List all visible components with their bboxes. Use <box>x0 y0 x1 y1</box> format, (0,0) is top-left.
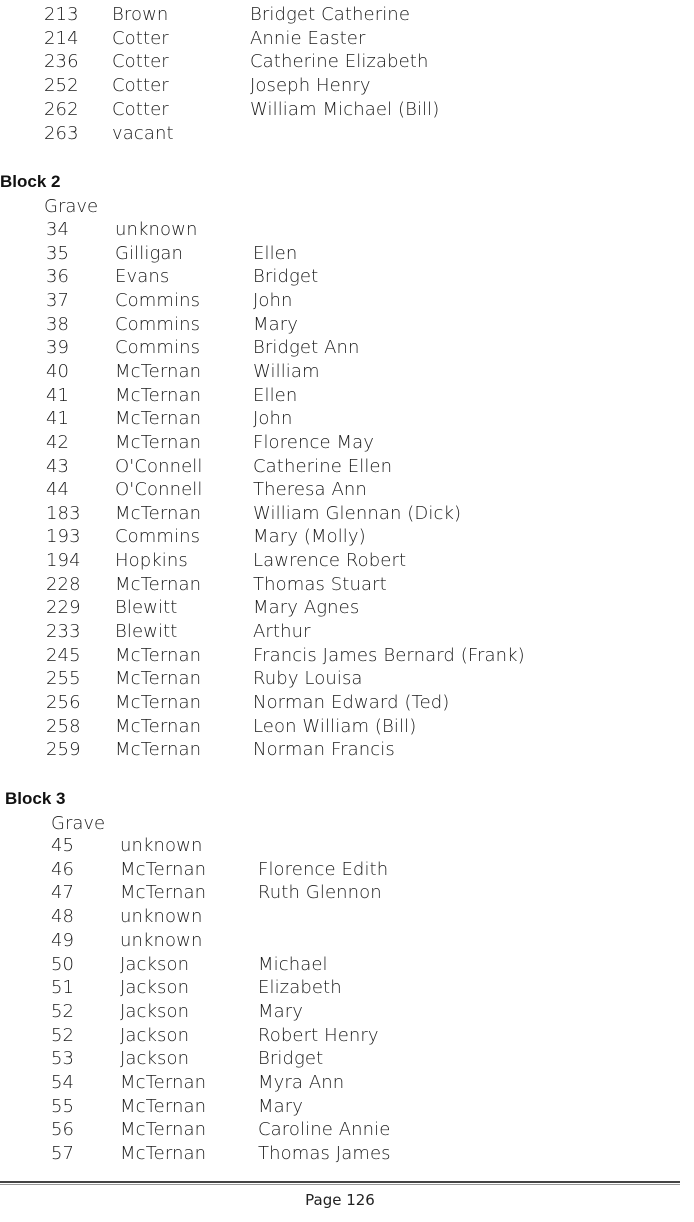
block-2-title: Block 2 <box>0 172 61 191</box>
surname: Jackson <box>120 1000 190 1022</box>
table-row <box>0 834 680 858</box>
given-names: William <box>253 360 320 382</box>
grave-number: 255 <box>46 668 81 690</box>
grave-number: 42 <box>46 431 70 453</box>
given-names: Mary <box>258 1095 304 1117</box>
grave-number: 259 <box>46 739 81 761</box>
given-names: Bridget <box>253 266 319 288</box>
given-names: Leon William (Bill) <box>253 715 417 737</box>
given-names: Bridget <box>258 1048 324 1070</box>
grave-number: 45 <box>51 835 75 856</box>
surname: Hopkins <box>115 550 188 572</box>
table-row <box>0 1095 680 1119</box>
given-names: Mary <box>258 1000 304 1022</box>
table-row <box>0 27 680 51</box>
given-names: Francis James Bernard (Frank) <box>253 644 525 666</box>
grave-number: 236 <box>44 51 79 73</box>
page-number: Page 126 <box>305 1191 375 1209</box>
surname: Cotter <box>112 27 169 49</box>
grave-number: 36 <box>46 266 70 288</box>
surname: Jackson <box>120 953 190 975</box>
table-row <box>0 455 680 479</box>
surname: McTernan <box>115 408 202 430</box>
table-row <box>0 218 680 242</box>
surname: Jackson <box>120 1024 190 1046</box>
given-names: Norman Edward (Ted) <box>253 692 450 713</box>
grave-number: 39 <box>46 337 70 359</box>
given-names: Theresa Ann <box>253 479 367 501</box>
given-names: Elizabeth <box>258 977 342 999</box>
table-row <box>0 953 680 977</box>
given-names: Annie Easter <box>250 27 366 49</box>
surname: Blewitt <box>115 621 178 643</box>
surname: unknown <box>115 219 198 240</box>
surname: McTernan <box>115 668 202 690</box>
given-names: Mary <box>253 313 299 335</box>
table-row <box>0 3 680 27</box>
grave-number: 52 <box>51 1000 75 1022</box>
table-row <box>0 360 680 384</box>
given-names: John <box>253 408 293 430</box>
grave-number: 34 <box>46 219 70 240</box>
block-3-title: Block 3 <box>5 789 66 808</box>
grave-number: 47 <box>51 882 75 904</box>
table-row <box>0 1118 680 1142</box>
table-row <box>0 407 680 431</box>
grave-number: 214 <box>44 27 79 49</box>
block-3-grave-label: Grave <box>51 813 106 834</box>
grave-number: 194 <box>46 550 81 572</box>
grave-number: 54 <box>51 1072 75 1093</box>
surname: O'Connell <box>115 479 203 501</box>
surname: McTernan <box>120 858 207 880</box>
table-row <box>0 122 680 146</box>
surname: McTernan <box>120 1072 207 1093</box>
grave-number: 229 <box>46 597 81 619</box>
given-names: Caroline Annie <box>258 1119 391 1141</box>
grave-number: 35 <box>46 242 70 264</box>
surname: McTernan <box>115 644 202 666</box>
table-row <box>0 525 680 549</box>
table-row <box>0 336 680 360</box>
surname: McTernan <box>115 739 202 761</box>
surname: Jackson <box>120 1048 190 1070</box>
table-row <box>0 1000 680 1024</box>
table-row <box>0 573 680 597</box>
surname: unknown <box>120 835 203 856</box>
surname: Commins <box>115 289 201 311</box>
given-names: Joseph Henry <box>250 75 371 97</box>
surname: vacant <box>112 122 174 144</box>
table-row <box>0 289 680 313</box>
grave-number: 263 <box>44 122 79 144</box>
surname: McTernan <box>120 1119 207 1141</box>
given-names: Bridget Ann <box>253 337 360 359</box>
surname: Cotter <box>112 51 169 73</box>
table-row <box>0 691 680 715</box>
table-row <box>0 1142 680 1166</box>
given-names: Ellen <box>253 384 298 406</box>
given-names: Ruby Louisa <box>253 668 363 690</box>
grave-number: 38 <box>46 313 70 335</box>
given-names: William Glennan (Dick) <box>253 502 462 524</box>
table-row <box>0 313 680 337</box>
grave-number: 213 <box>44 4 79 25</box>
grave-number: 233 <box>46 621 81 643</box>
surname: Cotter <box>112 98 169 120</box>
given-names: John <box>253 289 293 311</box>
grave-number: 53 <box>51 1048 75 1070</box>
grave-number: 40 <box>46 360 70 382</box>
given-names: Lawrence Robert <box>253 550 407 572</box>
table-row <box>0 242 680 266</box>
surname: Brown <box>112 4 169 25</box>
table-row <box>0 50 680 74</box>
given-names: Norman Francis <box>253 739 395 761</box>
surname: McTernan <box>115 573 202 595</box>
table-row <box>0 265 680 289</box>
grave-number: 193 <box>46 526 81 548</box>
surname: O'Connell <box>115 455 203 477</box>
grave-number: 228 <box>46 573 81 595</box>
surname: Cotter <box>112 75 169 97</box>
table-row <box>0 502 680 526</box>
table-row <box>0 976 680 1000</box>
surname: McTernan <box>115 502 202 524</box>
given-names: Bridget Catherine <box>250 4 410 25</box>
grave-number: 50 <box>51 953 75 975</box>
grave-number: 258 <box>46 715 81 737</box>
table-row <box>0 738 680 762</box>
given-names: Florence Edith <box>258 858 389 880</box>
given-names: Arthur <box>253 621 311 643</box>
block-2-grave-label: Grave <box>44 196 99 217</box>
grave-number: 57 <box>51 1143 75 1165</box>
grave-number: 262 <box>44 98 79 120</box>
grave-number: 52 <box>51 1024 75 1046</box>
given-names: Mary (Molly) <box>253 526 366 548</box>
footer-divider <box>0 1181 680 1183</box>
given-names: Ellen <box>253 242 298 264</box>
surname: Commins <box>115 337 201 359</box>
table-row <box>0 1071 680 1095</box>
given-names: Catherine Ellen <box>253 455 393 477</box>
grave-number: 51 <box>51 977 75 999</box>
table-row <box>0 98 680 122</box>
given-names: William Michael (Bill) <box>250 98 440 120</box>
surname: McTernan <box>115 360 202 382</box>
grave-number: 56 <box>51 1119 75 1141</box>
grave-number: 252 <box>44 75 79 97</box>
table-row <box>0 667 680 691</box>
grave-number: 46 <box>51 858 75 880</box>
grave-number: 43 <box>46 455 70 477</box>
table-row <box>0 596 680 620</box>
grave-number: 48 <box>51 906 75 928</box>
surname: Jackson <box>120 977 190 999</box>
table-row <box>0 74 680 98</box>
surname: Commins <box>115 526 201 548</box>
surname: Gilligan <box>115 242 183 264</box>
surname: Commins <box>115 313 201 335</box>
table-row <box>0 431 680 455</box>
table-row <box>0 1024 680 1048</box>
given-names: Ruth Glennon <box>258 882 382 904</box>
given-names: Catherine Elizabeth <box>250 51 429 73</box>
surname: Blewitt <box>115 597 178 619</box>
surname: unknown <box>120 929 203 951</box>
table-row <box>0 905 680 929</box>
grave-number: 183 <box>46 502 81 524</box>
surname: McTernan <box>115 715 202 737</box>
grave-number: 41 <box>46 384 70 406</box>
table-row <box>0 620 680 644</box>
table-row <box>0 384 680 408</box>
given-names: Michael <box>258 953 328 975</box>
table-row <box>0 929 680 953</box>
grave-number: 55 <box>51 1095 75 1117</box>
grave-number: 37 <box>46 289 70 311</box>
table-row <box>0 881 680 905</box>
given-names: Thomas James <box>258 1143 391 1165</box>
given-names: Robert Henry <box>258 1024 379 1046</box>
grave-number: 44 <box>46 479 70 501</box>
grave-number: 49 <box>51 929 75 951</box>
given-names: Myra Ann <box>258 1072 345 1093</box>
surname: McTernan <box>115 431 202 453</box>
surname: McTernan <box>120 1095 207 1117</box>
surname: McTernan <box>115 692 202 713</box>
table-row <box>0 858 680 882</box>
given-names: Florence May <box>253 431 374 453</box>
grave-number: 245 <box>46 644 81 666</box>
table-row <box>0 478 680 502</box>
surname: unknown <box>120 906 203 928</box>
table-row <box>0 1047 680 1071</box>
surname: McTernan <box>120 882 207 904</box>
table-row <box>0 715 680 739</box>
table-row <box>0 644 680 668</box>
surname: McTernan <box>115 384 202 406</box>
table-row <box>0 549 680 573</box>
grave-number: 256 <box>46 692 81 713</box>
surname: McTernan <box>120 1143 207 1165</box>
surname: Evans <box>115 266 170 288</box>
footer-divider-thin <box>0 1184 680 1185</box>
given-names: Thomas Stuart <box>253 573 387 595</box>
given-names: Mary Agnes <box>253 597 360 619</box>
grave-number: 41 <box>46 408 70 430</box>
